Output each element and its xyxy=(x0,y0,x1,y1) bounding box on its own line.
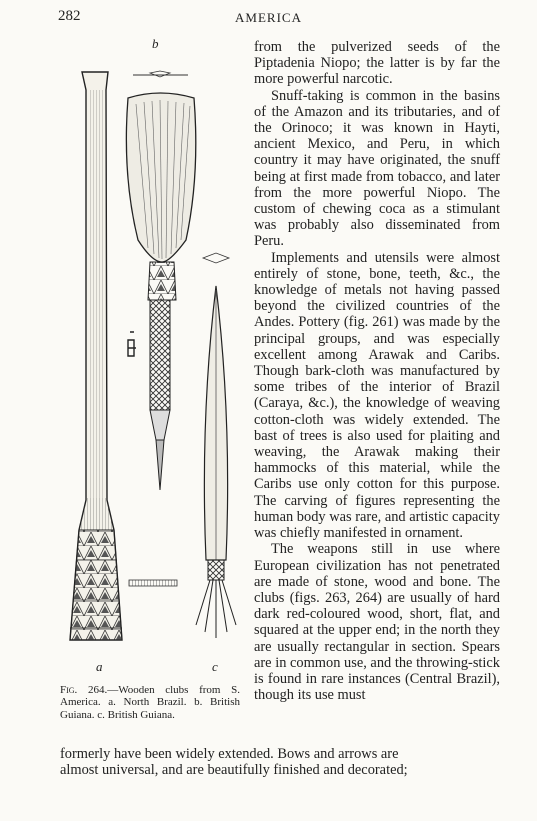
paragraph-3: Implements and utensils were almost entirely of stone, bone, teeth, &c., the knowledge of metals not having passed beyond the civilized countries of the Andes. Pottery (fig. 261) was made by the principal groups, and was especially excellent among Arawak and Caribs. Though bark-cloth was manufactured by some tribes of the interior of Brazil (Caraya, &c.), the knowledge of weaving cotton-cloth was widely extended. The bast of trees is also used for plaiting and weaving, the Arawak making their hammocks of this material, while the Caribs use only cotton for this purpose. The carving of figures representing the human body was rare, and artistic capacity was chiefly manifested in ornament. xyxy=(254,249,500,542)
page-number: 282 xyxy=(58,8,81,24)
paragraph-4: The weapons still in use where European civilization has not penetrated are made of stone, wood and bone. The clubs (figs. 263, 264) are usually of hard dark red-coloured wood, short, flat, and squared at the upper end; in the north they are usually rectangular in section. Spears are in common use, and the throwing-stick is found in rare instances (Central Brazil), though its use must xyxy=(254,541,500,704)
club-a xyxy=(70,72,122,640)
running-title: AMERICA xyxy=(235,10,302,25)
full-width-line-1: formerly have been widely extended. Bows and arrows are xyxy=(60,746,399,762)
full-width-line-2: almost universal, and are beautifully finished and decorated; xyxy=(60,762,408,779)
caption-fig-label: Fig. xyxy=(60,684,78,696)
club-c xyxy=(196,253,236,638)
figure-label-c: c xyxy=(212,659,218,674)
text-column xyxy=(254,39,500,703)
caption-text: 264.—Wooden clubs from S. America. a. North Brazil. b. British Guiana. c. British Guiana. xyxy=(60,684,241,721)
figure-label-a: a xyxy=(96,659,103,674)
paragraph-1: from the pulverized seeds of the Piptadenia Niopo; the latter is by far the more powerful narcotic. xyxy=(254,39,500,88)
figure-label-b: b xyxy=(152,36,159,51)
full-width-text xyxy=(60,746,502,778)
paragraph-2: Snuff-taking is common in the basins of the Amazon and its tributaries, and of the Orinoco; it was known in Hayti, ancient Mexico, and Peru, in which country it may have originated, the snuff being at first made from tobacco, and later from the more powerful Niopo. The custom of chewing coca as a stimulant was probably also disseminated from Peru. xyxy=(254,87,500,250)
club-b xyxy=(126,93,195,490)
figure-caption xyxy=(60,684,240,721)
